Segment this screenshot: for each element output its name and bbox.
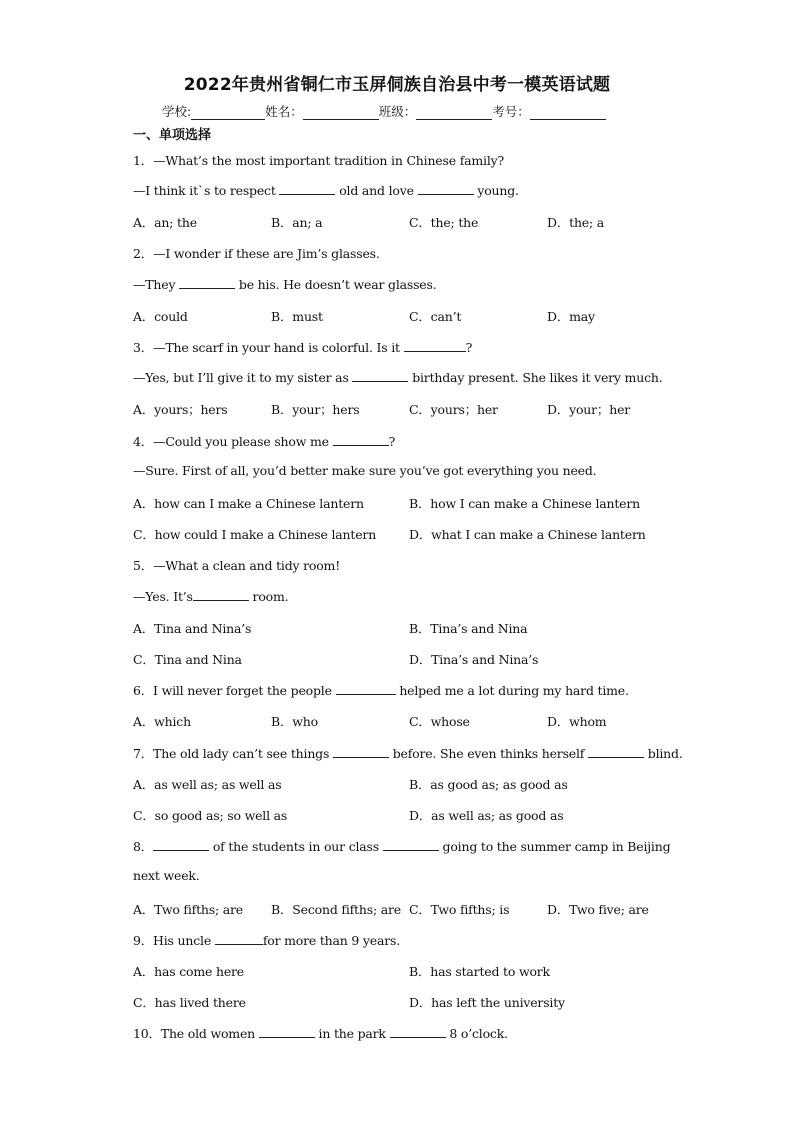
answer-blank (383, 838, 439, 851)
question-7-option-a: A．as well as; as well as (133, 777, 282, 792)
question-1-text: old and love (335, 183, 418, 198)
question-3-prompt (133, 338, 472, 356)
class-blank[interactable] (416, 105, 492, 120)
question-8-continuation: next week. (133, 868, 200, 883)
question-4-dialogue: —Sure. First of all, you’d better make sure you’ve got everything you need. (133, 463, 597, 478)
answer-blank (390, 1025, 446, 1038)
question-1-prompt: 1．—What’s the most important tradition in Chinese family? (133, 153, 504, 168)
question-7-option-c: C．so good as; so well as (133, 808, 288, 823)
question-5-dialogue (133, 588, 288, 604)
question-6-option-c: C．whose (409, 714, 470, 729)
exam-number-label: 考号： (492, 104, 530, 119)
question-9-option-c: C．has lived there (133, 995, 246, 1010)
question-4-option-c: C．how could I make a Chinese lantern (133, 527, 377, 542)
question-5-option-b: B．Tina’s and Nina (409, 621, 528, 636)
question-3-option-a: A．yours；hers (133, 402, 228, 417)
question-5-text: room. (248, 589, 289, 604)
question-5-text: —Yes. It’s (133, 589, 193, 604)
question-2-dialogue (133, 276, 436, 292)
question-9-option-a: A．has come here (133, 964, 244, 979)
question-4-text: 4．—Could you please show me (133, 434, 333, 449)
question-3-option-c: C．yours；her (409, 402, 498, 417)
question-3-text: 3．—The scarf in your hand is colorful. Is it (133, 340, 404, 355)
answer-blank (279, 182, 335, 195)
question-10-text: in the park (314, 1026, 390, 1041)
answer-blank (336, 682, 396, 695)
question-7-prompt (133, 744, 683, 762)
question-2-option-d: D．may (547, 309, 595, 324)
question-8-prompt (133, 837, 670, 855)
question-7-option-b: B．as good as; as good as (409, 777, 568, 792)
question-3-dialogue (133, 369, 663, 385)
question-10-text: 10．The old women (133, 1026, 259, 1041)
question-2-option-c: C．can’t (409, 309, 462, 324)
school-blank[interactable] (191, 105, 265, 120)
student-info-row (162, 102, 606, 120)
question-8-option-b: B．Second fifths; are (271, 902, 401, 917)
question-9-text: 9．His uncle (133, 933, 215, 948)
question-6-text: helped me a lot during my hard time. (395, 683, 629, 698)
question-1-option-c: C．the; the (409, 215, 479, 230)
question-4-text: ? (388, 434, 396, 449)
name-blank[interactable] (303, 105, 379, 120)
question-6-option-a: A．which (133, 714, 191, 729)
question-9-prompt (133, 931, 400, 949)
question-2-text: —They (133, 277, 180, 292)
class-label: 班级： (378, 104, 417, 119)
question-7-text: 7．The old lady can’t see things (133, 746, 333, 761)
question-3-option-b: B．your；hers (271, 402, 360, 417)
question-7-text: blind. (644, 746, 683, 761)
question-6-option-b: B．who (271, 714, 318, 729)
question-1-option-d: D．the; a (547, 215, 605, 230)
question-5-prompt: 5．—What a clean and tidy room! (133, 558, 341, 573)
question-2-option-a: A．could (133, 309, 188, 324)
question-2-option-b: B．must (271, 309, 323, 324)
question-6-text: 6．I will never forget the people (133, 683, 336, 698)
question-1-option-a: A．an; the (133, 215, 197, 230)
question-10-text: 8 o’clock. (445, 1026, 508, 1041)
answer-blank (588, 745, 644, 758)
answer-blank (333, 745, 389, 758)
exam-title: 2022年贵州省铜仁市玉屏侗族自治县中考一模英语试题 (183, 75, 611, 95)
question-4-option-d: D．what I can make a Chinese lantern (409, 527, 646, 542)
question-8-text: of the students in our class (209, 839, 383, 854)
question-3-text: birthday present. She likes it very much. (408, 370, 663, 385)
section-title: 一、单项选择 (133, 128, 212, 143)
question-6-prompt (133, 681, 629, 699)
question-9-option-b: B．has started to work (409, 964, 550, 979)
question-5-option-c: C．Tina and Nina (133, 652, 242, 667)
question-8-text: going to the summer camp in Beijing (438, 839, 671, 854)
question-3-text: ? (465, 340, 473, 355)
question-7-option-d: D．as well as; as good as (409, 808, 564, 823)
question-1-option-b: B．an; a (271, 215, 323, 230)
question-3-text: —Yes, but I’ll give it to my sister as (133, 370, 353, 385)
question-2-text: be his. He doesn’t wear glasses. (235, 277, 437, 292)
answer-blank (179, 276, 235, 289)
answer-blank (215, 932, 263, 945)
question-1-text: —I think it`s to respect (133, 183, 280, 198)
question-5-option-d: D．Tina’s and Nina’s (409, 652, 539, 667)
question-1-text: young. (473, 183, 519, 198)
name-label: 姓名： (265, 104, 303, 119)
question-4-option-a: A．how can I make a Chinese lantern (133, 496, 364, 511)
question-2-prompt: 2．—I wonder if these are Jim’s glasses. (133, 246, 380, 261)
exam-number-blank[interactable] (530, 105, 606, 120)
answer-blank (259, 1025, 315, 1038)
school-label: 学校: (162, 104, 192, 119)
question-9-text: for more than 9 years. (262, 933, 400, 948)
answer-blank (352, 369, 408, 382)
question-7-text: before. She even thinks herself (388, 746, 588, 761)
question-1-dialogue (133, 182, 519, 198)
answer-blank (153, 838, 209, 851)
question-8-text: 8． (133, 839, 154, 854)
question-5-option-a: A．Tina and Nina’s (133, 621, 252, 636)
question-4-option-b: B．how I can make a Chinese lantern (409, 496, 640, 511)
answer-blank (418, 182, 474, 195)
question-8-option-d: D．Two five; are (547, 902, 649, 917)
question-8-option-c: C．Two fifths; is (409, 902, 510, 917)
answer-blank (333, 433, 389, 446)
question-8-option-a: A．Two fifths; are (133, 902, 243, 917)
question-9-option-d: D．has left the university (409, 995, 565, 1010)
answer-blank (193, 588, 249, 601)
question-10-prompt (133, 1024, 508, 1042)
question-3-option-d: D．your；her (547, 402, 631, 417)
question-4-prompt (133, 432, 395, 450)
answer-blank (404, 339, 466, 352)
question-6-option-d: D．whom (547, 714, 607, 729)
